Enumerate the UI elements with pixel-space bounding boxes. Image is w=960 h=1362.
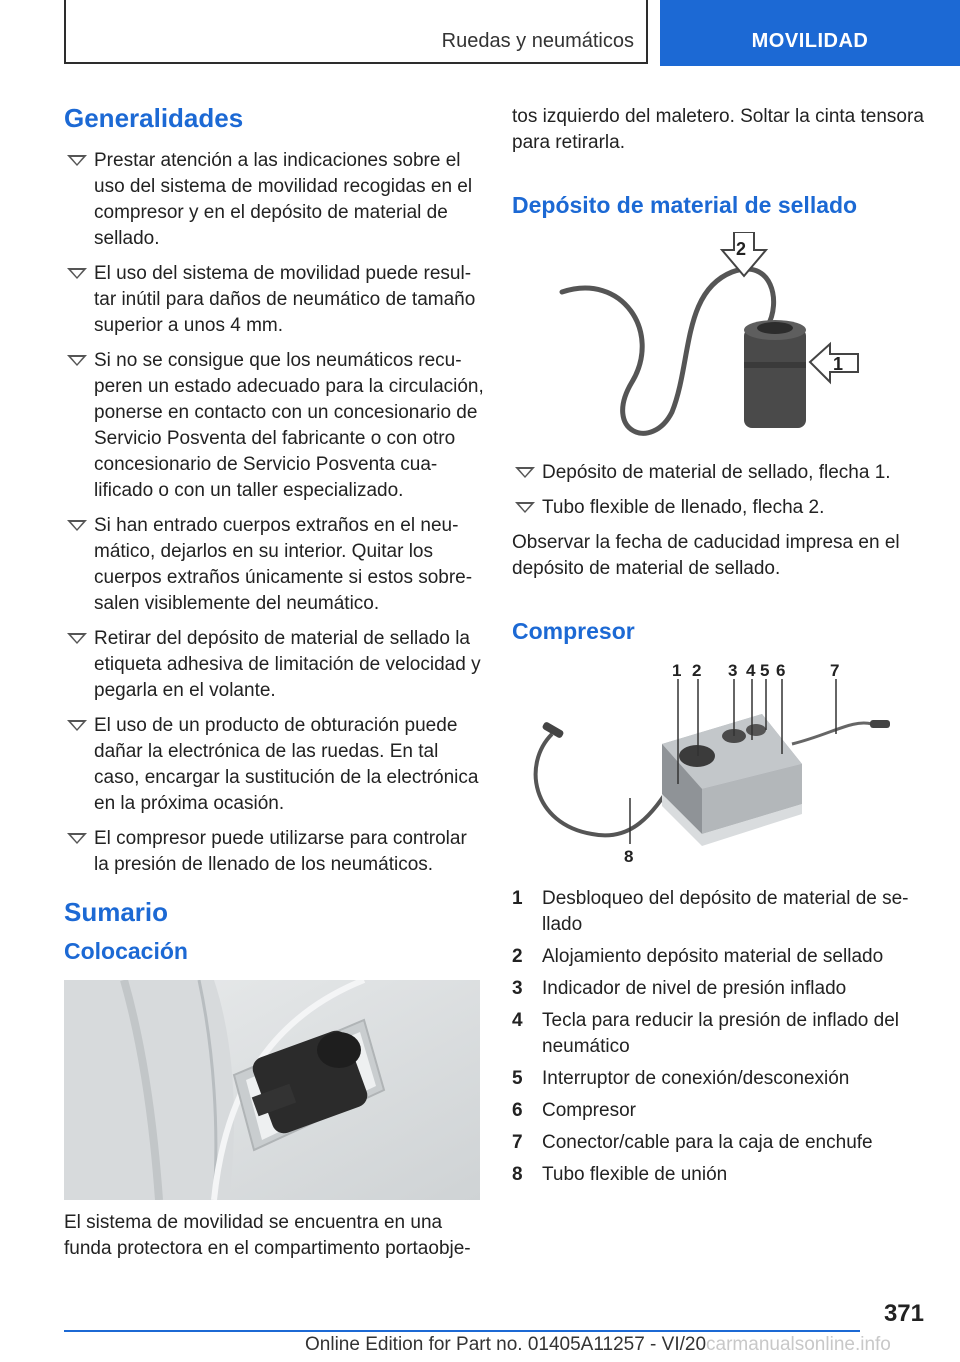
list-item: Si han entrado cuerpos extraños en el neu‐ mático, dejarlos en su interior. Quitar los cuerpos extraños únicamente si estos sobre‐ salen visiblemente del neumático. [64,513,484,617]
list-item: El uso del sistema de movilidad puede resul‐ tar inútil para daños de neumático de tamaño superior a unos 4 mm. [64,261,484,339]
list-item: Retirar del depósito de material de sellado la etiqueta adhesiva de limitación de velocidad y pegarla en el volante. [64,626,484,704]
sealant-text: Observar la fecha de caducidad impresa en el depósito de material de sellado. [512,532,900,579]
placement-photo [64,980,480,1200]
placement-text: El sistema de movilidad se encuentra en una funda protectora en el compartimento portaobje‐ [64,1212,471,1259]
compressor-figure [512,664,927,864]
compressor-label-2: 2 [692,664,702,680]
list-item: Prestar atención a las indicaciones sobre el uso del sistema de movilidad recogidas en el compresor y en el depósito de material de sellado. [64,148,484,252]
header-chapter-title: MOVILIDAD [751,30,869,52]
triangle-bullet-icon [515,502,535,513]
compressor-label-5: 5 [760,664,770,680]
triangle-bullet-icon [67,633,87,644]
sumario-heading: Sumario [64,897,169,927]
triangle-bullet-icon [67,833,87,844]
footer-edition [305,1334,891,1356]
triangle-bullet-icon [67,155,87,166]
placement-continued-text: tos izquierdo del maletero. Soltar la cinta tensora para retirarla. [512,106,924,153]
compressor-label-4: 4 [746,664,756,680]
triangle-bullet-icon [67,720,87,731]
colocacion-heading: Colocación [64,938,188,964]
triangle-bullet-icon [67,520,87,531]
compressor-label-3: 3 [728,664,738,680]
compressor-label-6: 6 [776,664,786,680]
generalidades-list [64,148,484,878]
list-item: 8 Tubo flexible de unión [512,1164,728,1185]
list-item: 6 Compresor [512,1100,636,1121]
page-number: 371 [883,1300,924,1327]
list-item: Si no se consigue que los neumáticos recu‐ peren un estado adecuado para la circulación, ponerse en contacto con un concesionario de Servicio Posventa del fabricante o con otro concesionario de Servicio Posventa cua‐ lificado o con un taller especializado. [64,348,484,504]
triangle-bullet-icon [515,467,535,478]
list-item: 5 Interruptor de conexión/desconexión [512,1068,850,1089]
list-item: 4 Tecla para reducir la presión de inflado del neumático [512,1010,899,1057]
list-item: El compresor puede utilizarse para controlar la presión de llenado de los neumáticos. [64,826,484,878]
list-item: El uso de un producto de obturación puede dañar la electrónica de las ruedas. En tal caso, encargar la sustitución de la electrónica en la próxima ocasión. [64,713,484,817]
list-item: Depósito de material de sellado, flecha 1. [512,460,927,486]
compressor-label-7: 7 [830,664,840,680]
compressor-label-1: 1 [672,664,682,680]
sealant-list [512,460,927,521]
header-chapter-tab [660,0,960,66]
sealant-container-figure [512,232,927,442]
compressor-heading: Compresor [512,618,635,644]
sealant-label-2: 2 [736,239,747,259]
right-column [512,104,927,1194]
header-section-title: Ruedas y neumáticos [441,30,634,52]
list-item: 1 Desbloqueo del depósito de material de se‐ llado [512,888,909,935]
list-item: 7 Conector/cable para la caja de enchufe [512,1132,873,1153]
list-item: Tubo flexible de llenado, flecha 2. [512,495,927,521]
footer-edition-text: Online Edition for Part no. 01405A11257 - VI/20 [305,1334,707,1355]
footer-divider [64,1330,860,1332]
list-item: 2 Alojamiento depósito material de sellado [512,946,884,967]
list-item: 3 Indicador de nivel de presión inflado [512,978,847,999]
compressor-label-8: 8 [624,847,634,864]
triangle-bullet-icon [67,355,87,366]
sealant-heading: Depósito de material de sellado [512,192,858,218]
sealant-label-1: 1 [833,354,844,374]
header-section-box [64,0,648,64]
generalidades-heading: Generalidades [64,103,244,133]
left-column [64,98,484,1262]
compressor-parts-list [512,886,927,1188]
triangle-bullet-icon [67,268,87,279]
footer-watermark: carmanualsonline.info [706,1334,891,1355]
